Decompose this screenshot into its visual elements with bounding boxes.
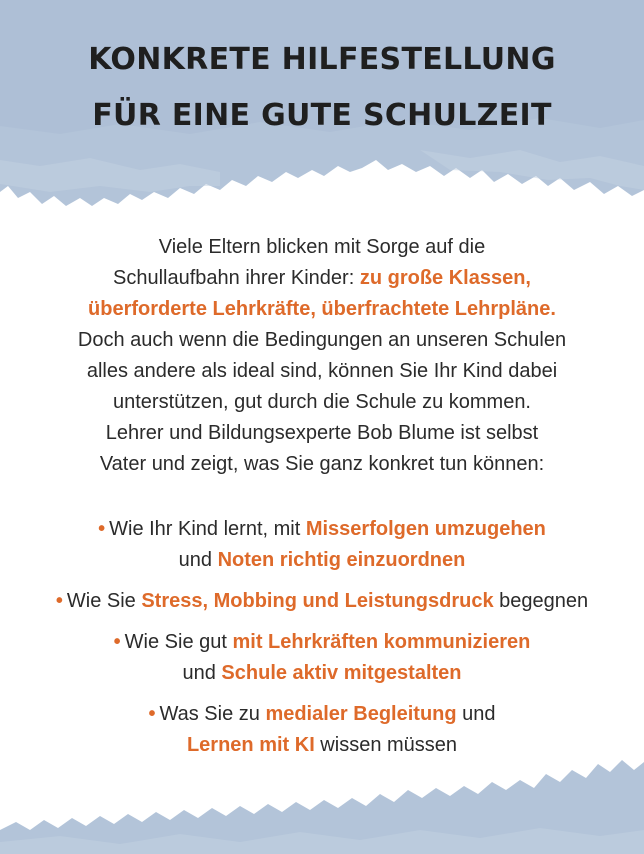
intro-line: alles andere als ideal sind, können Sie Ihr Kind dabei [86, 360, 558, 382]
intro-highlight: zu große Klassen, [359, 267, 531, 289]
bullet-line [0, 514, 644, 545]
bullet-text: und [182, 662, 222, 684]
page-title [0, 32, 644, 144]
bullet-highlight: Noten richtig einzuordnen [217, 549, 466, 571]
bullet-text: wissen müssen [314, 734, 458, 756]
bullet-line [0, 545, 644, 576]
bullet-item [0, 699, 644, 761]
bullet-text: begegnen [493, 590, 589, 612]
bullet-text: und [178, 549, 218, 571]
intro-paragraph [0, 232, 644, 480]
bullet-text: und [456, 703, 496, 725]
bullet-highlight: Lernen mit KI [186, 734, 315, 756]
bullet-dot-icon: • [98, 518, 106, 540]
intro-line: Lehrer und Bildungsexperte Bob Blume ist selbst [105, 422, 539, 444]
title-line-1: KONKRETE HILFESTELLUNG [88, 42, 556, 77]
intro-line: unterstützen, gut durch die Schule zu kommen. [112, 391, 531, 413]
intro-line: Vater und zeigt, was Sie ganz konkret tun können: [99, 453, 545, 475]
bullet-dot-icon: • [55, 590, 63, 612]
intro-line: Doch auch wenn die Bedingungen an unseren Schulen [77, 329, 567, 351]
bullet-text: Wie Sie [66, 590, 142, 612]
bullet-highlight: medialer Begleitung [265, 703, 457, 725]
bullet-line [0, 699, 644, 730]
bullet-text: Wie Ihr Kind lernt, mit [109, 518, 306, 540]
bullet-item [0, 586, 644, 617]
intro-text: Schullaufbahn ihrer Kinder: [113, 267, 360, 289]
bullet-highlight: Stress, Mobbing und Leistungsdruck [141, 590, 494, 612]
bullet-highlight: mit Lehrkräften kommunizieren [232, 631, 531, 653]
bullet-line [0, 658, 644, 689]
bullet-highlight: Misserfolgen umzugehen [305, 518, 546, 540]
bullet-text: Was Sie zu [159, 703, 266, 725]
bullet-item [0, 627, 644, 689]
bullet-dot-icon: • [113, 631, 121, 653]
title-line-2: FÜR EINE GUTE SCHULZEIT [92, 98, 552, 133]
bullet-text: Wie Sie gut [124, 631, 233, 653]
intro-line: Viele Eltern blicken mit Sorge auf die [158, 236, 486, 258]
bullet-item [0, 514, 644, 576]
bullet-list [0, 514, 644, 771]
bullet-line [0, 730, 644, 761]
intro-line [0, 263, 644, 294]
bullet-line [0, 627, 644, 658]
intro-highlight-line: überforderte Lehrkräfte, überfrachtete Lehrpläne. [88, 298, 556, 320]
bullet-line [0, 586, 644, 617]
bullet-dot-icon: • [148, 703, 156, 725]
bullet-highlight: Schule aktiv mitgestalten [221, 662, 462, 684]
